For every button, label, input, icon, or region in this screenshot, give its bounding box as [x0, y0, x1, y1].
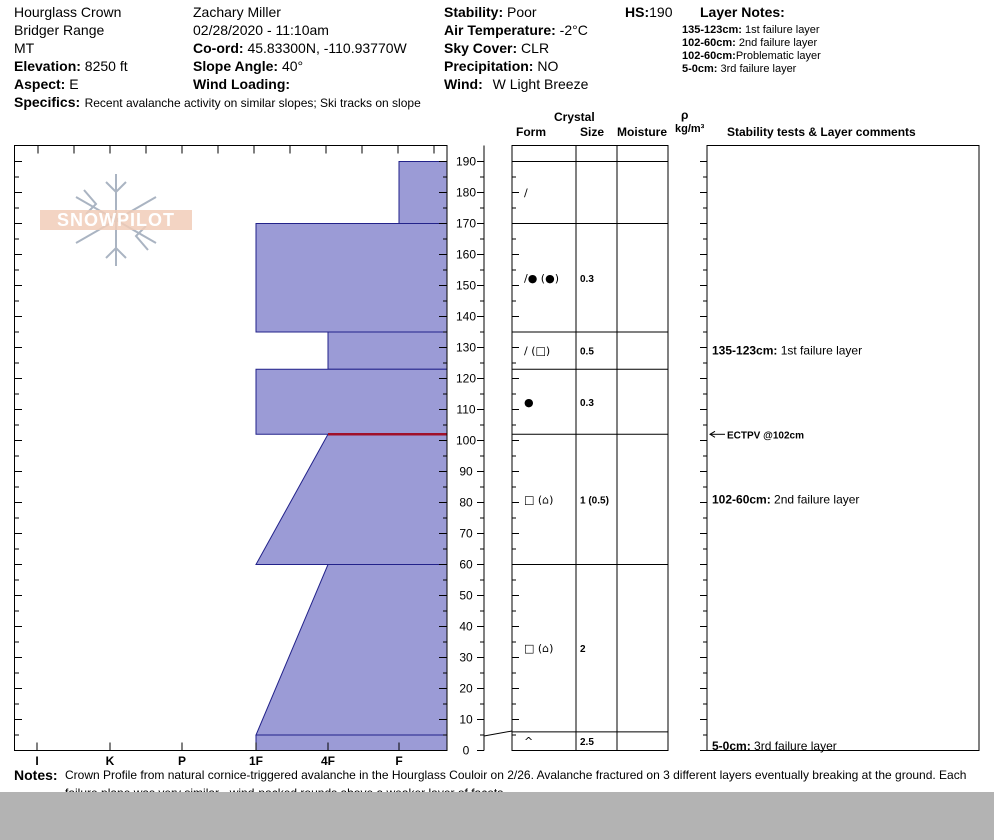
hardness-label: 1F: [248, 754, 264, 768]
hardness-layer: [256, 735, 447, 751]
sky-label: Sky Cover:: [444, 40, 518, 56]
observation-datetime: 02/28/2020 - 11:10am: [193, 22, 329, 38]
hardness-label: F: [395, 754, 403, 768]
range-name: Bridger Range: [14, 22, 105, 38]
slope-label: Slope Angle:: [193, 58, 279, 74]
y-tick-label: 20: [459, 681, 473, 696]
hardness-layer: [256, 434, 447, 564]
aspect-label: Aspect:: [14, 76, 66, 92]
crystal-size: 0.3: [580, 397, 594, 409]
comments-frame: [707, 146, 979, 751]
y-tick-label: 60: [459, 557, 473, 572]
density-symbol: ρ: [681, 108, 689, 122]
layer-note-text: 3rd failure layer: [720, 63, 797, 75]
size-header: Size: [580, 125, 605, 139]
layer-comment-text: 3rd failure layer: [754, 738, 837, 753]
notes-line-1: Crown Profile from natural cornice-triggered avalanche in the Hourglass Couloir on 2/26. Avalanche fractured on 3 different layers eventually breaking at the ground. Each: [65, 768, 967, 782]
layer-comment-range: 5-0cm:: [712, 738, 755, 753]
layer-note-range: 102-60cm:: [682, 37, 736, 49]
specifics-value: Recent avalanche activity on similar slopes; Ski tracks on slope: [84, 96, 421, 110]
state-name: MT: [14, 40, 35, 56]
y-tick-label: 0: [462, 743, 470, 758]
precip-label: Precipitation:: [444, 58, 534, 74]
crystal-form: / (□): [524, 344, 551, 358]
notes-label: Notes:: [14, 767, 58, 783]
layer-comment-range: 135-123cm:: [712, 343, 781, 358]
y-tick-label: 160: [455, 247, 477, 262]
layer-comment: [712, 344, 862, 358]
crystal-form: /● (●): [524, 271, 559, 285]
hardness-label: 4F: [320, 754, 336, 768]
y-tick-label: 130: [455, 340, 477, 355]
y-tick-label: 70: [459, 526, 473, 541]
layer-comment-range: 102-60cm:: [712, 492, 775, 507]
crystal-form: ^: [524, 735, 534, 749]
hs-value: 190: [649, 4, 673, 20]
snowpilot-logo: [40, 174, 192, 266]
gray-footer-band: [0, 792, 994, 840]
crystal-size: 0.5: [580, 346, 594, 358]
layer-note-range: 102-60cm:: [682, 50, 736, 62]
layer-comment: [712, 492, 859, 506]
crystal-form: /: [524, 186, 528, 200]
layer-note-range: 135-123cm:: [682, 24, 742, 36]
crystal-form: ●: [524, 395, 534, 409]
sky-value: CLR: [521, 40, 550, 56]
stability-value: Poor: [507, 4, 537, 20]
crystal-size: 1 (0.5): [580, 495, 609, 507]
layer-notes-title: Layer Notes:: [700, 4, 785, 20]
crystal-frame: [512, 146, 668, 751]
crystal-header: Crystal: [554, 110, 595, 124]
form-header: Form: [516, 125, 546, 139]
layer-note-range: 5-0cm:: [682, 63, 718, 75]
hs-label: HS:: [625, 4, 650, 20]
crystal-size: 2: [580, 644, 586, 656]
density-unit: kg/m³: [675, 123, 705, 135]
layer-note-text: Problematic layer: [735, 50, 821, 62]
y-tick-label: 110: [456, 402, 476, 417]
wind-loading-label: Wind Loading:: [193, 76, 291, 92]
y-tick-label: 90: [459, 464, 473, 479]
hardness-layer: [256, 224, 447, 333]
layer-comment-text: 1st failure layer: [780, 343, 863, 358]
hardness-label: I: [35, 754, 39, 768]
y-tick-label: 50: [459, 588, 473, 603]
comments-header: Stability tests & Layer comments: [727, 125, 916, 139]
y-tick-label: 150: [455, 278, 477, 293]
hardness-layer: [256, 369, 447, 434]
layer-note-text: 1st failure layer: [745, 24, 820, 36]
crystal-size: 0.3: [580, 273, 594, 285]
specifics-label: Specifics:: [14, 94, 81, 110]
y-tick-label: 30: [459, 650, 473, 665]
y-tick-label: 190: [455, 154, 477, 169]
hardness-label: K: [105, 754, 115, 768]
slope-value: 40°: [281, 58, 304, 74]
coord-value: 45.83300N, -110.93770W: [247, 40, 407, 56]
crystal-form: □ (⌂): [524, 493, 554, 507]
y-tick-label: 180: [455, 185, 477, 200]
layer-comment-text: 2nd failure layer: [774, 492, 860, 507]
hardness-label: P: [177, 754, 187, 768]
precip-value: NO: [537, 58, 559, 74]
elevation-label: Elevation:: [14, 58, 81, 74]
wind-label: Wind:: [444, 76, 483, 92]
coord-label: Co-ord:: [193, 40, 244, 56]
location-name: Hourglass Crown: [14, 4, 122, 20]
stability-test-label: ECTPV @102cm: [727, 430, 805, 442]
stability-label: Stability:: [444, 4, 504, 20]
layer-comment: [712, 739, 837, 753]
crystal-form: □ (⌂): [524, 642, 554, 656]
connector-line: [484, 731, 512, 736]
hardness-layer: [256, 565, 447, 736]
air-temp-label: Air Temperature:: [444, 22, 556, 38]
observer-name: Zachary Miller: [193, 4, 281, 20]
y-tick-label: 80: [459, 495, 473, 510]
hardness-layer: [328, 332, 447, 369]
elevation-value: 8250 ft: [84, 58, 128, 74]
air-temp-value: -2°C: [559, 22, 588, 38]
layer-note-text: 2nd failure layer: [738, 37, 818, 49]
moisture-header: Moisture: [617, 125, 668, 139]
crystal-size: 2.5: [580, 737, 594, 749]
y-tick-label: 100: [455, 433, 477, 448]
y-tick-label: 40: [459, 619, 473, 634]
y-tick-label: 140: [455, 309, 477, 324]
y-tick-label: 170: [455, 216, 477, 231]
y-tick-label: 10: [459, 712, 473, 727]
wind-value: W Light Breeze: [492, 76, 589, 92]
aspect-value: E: [69, 76, 79, 92]
y-tick-label: 120: [455, 371, 477, 386]
logo-text: SNOWPILOT: [57, 210, 175, 230]
